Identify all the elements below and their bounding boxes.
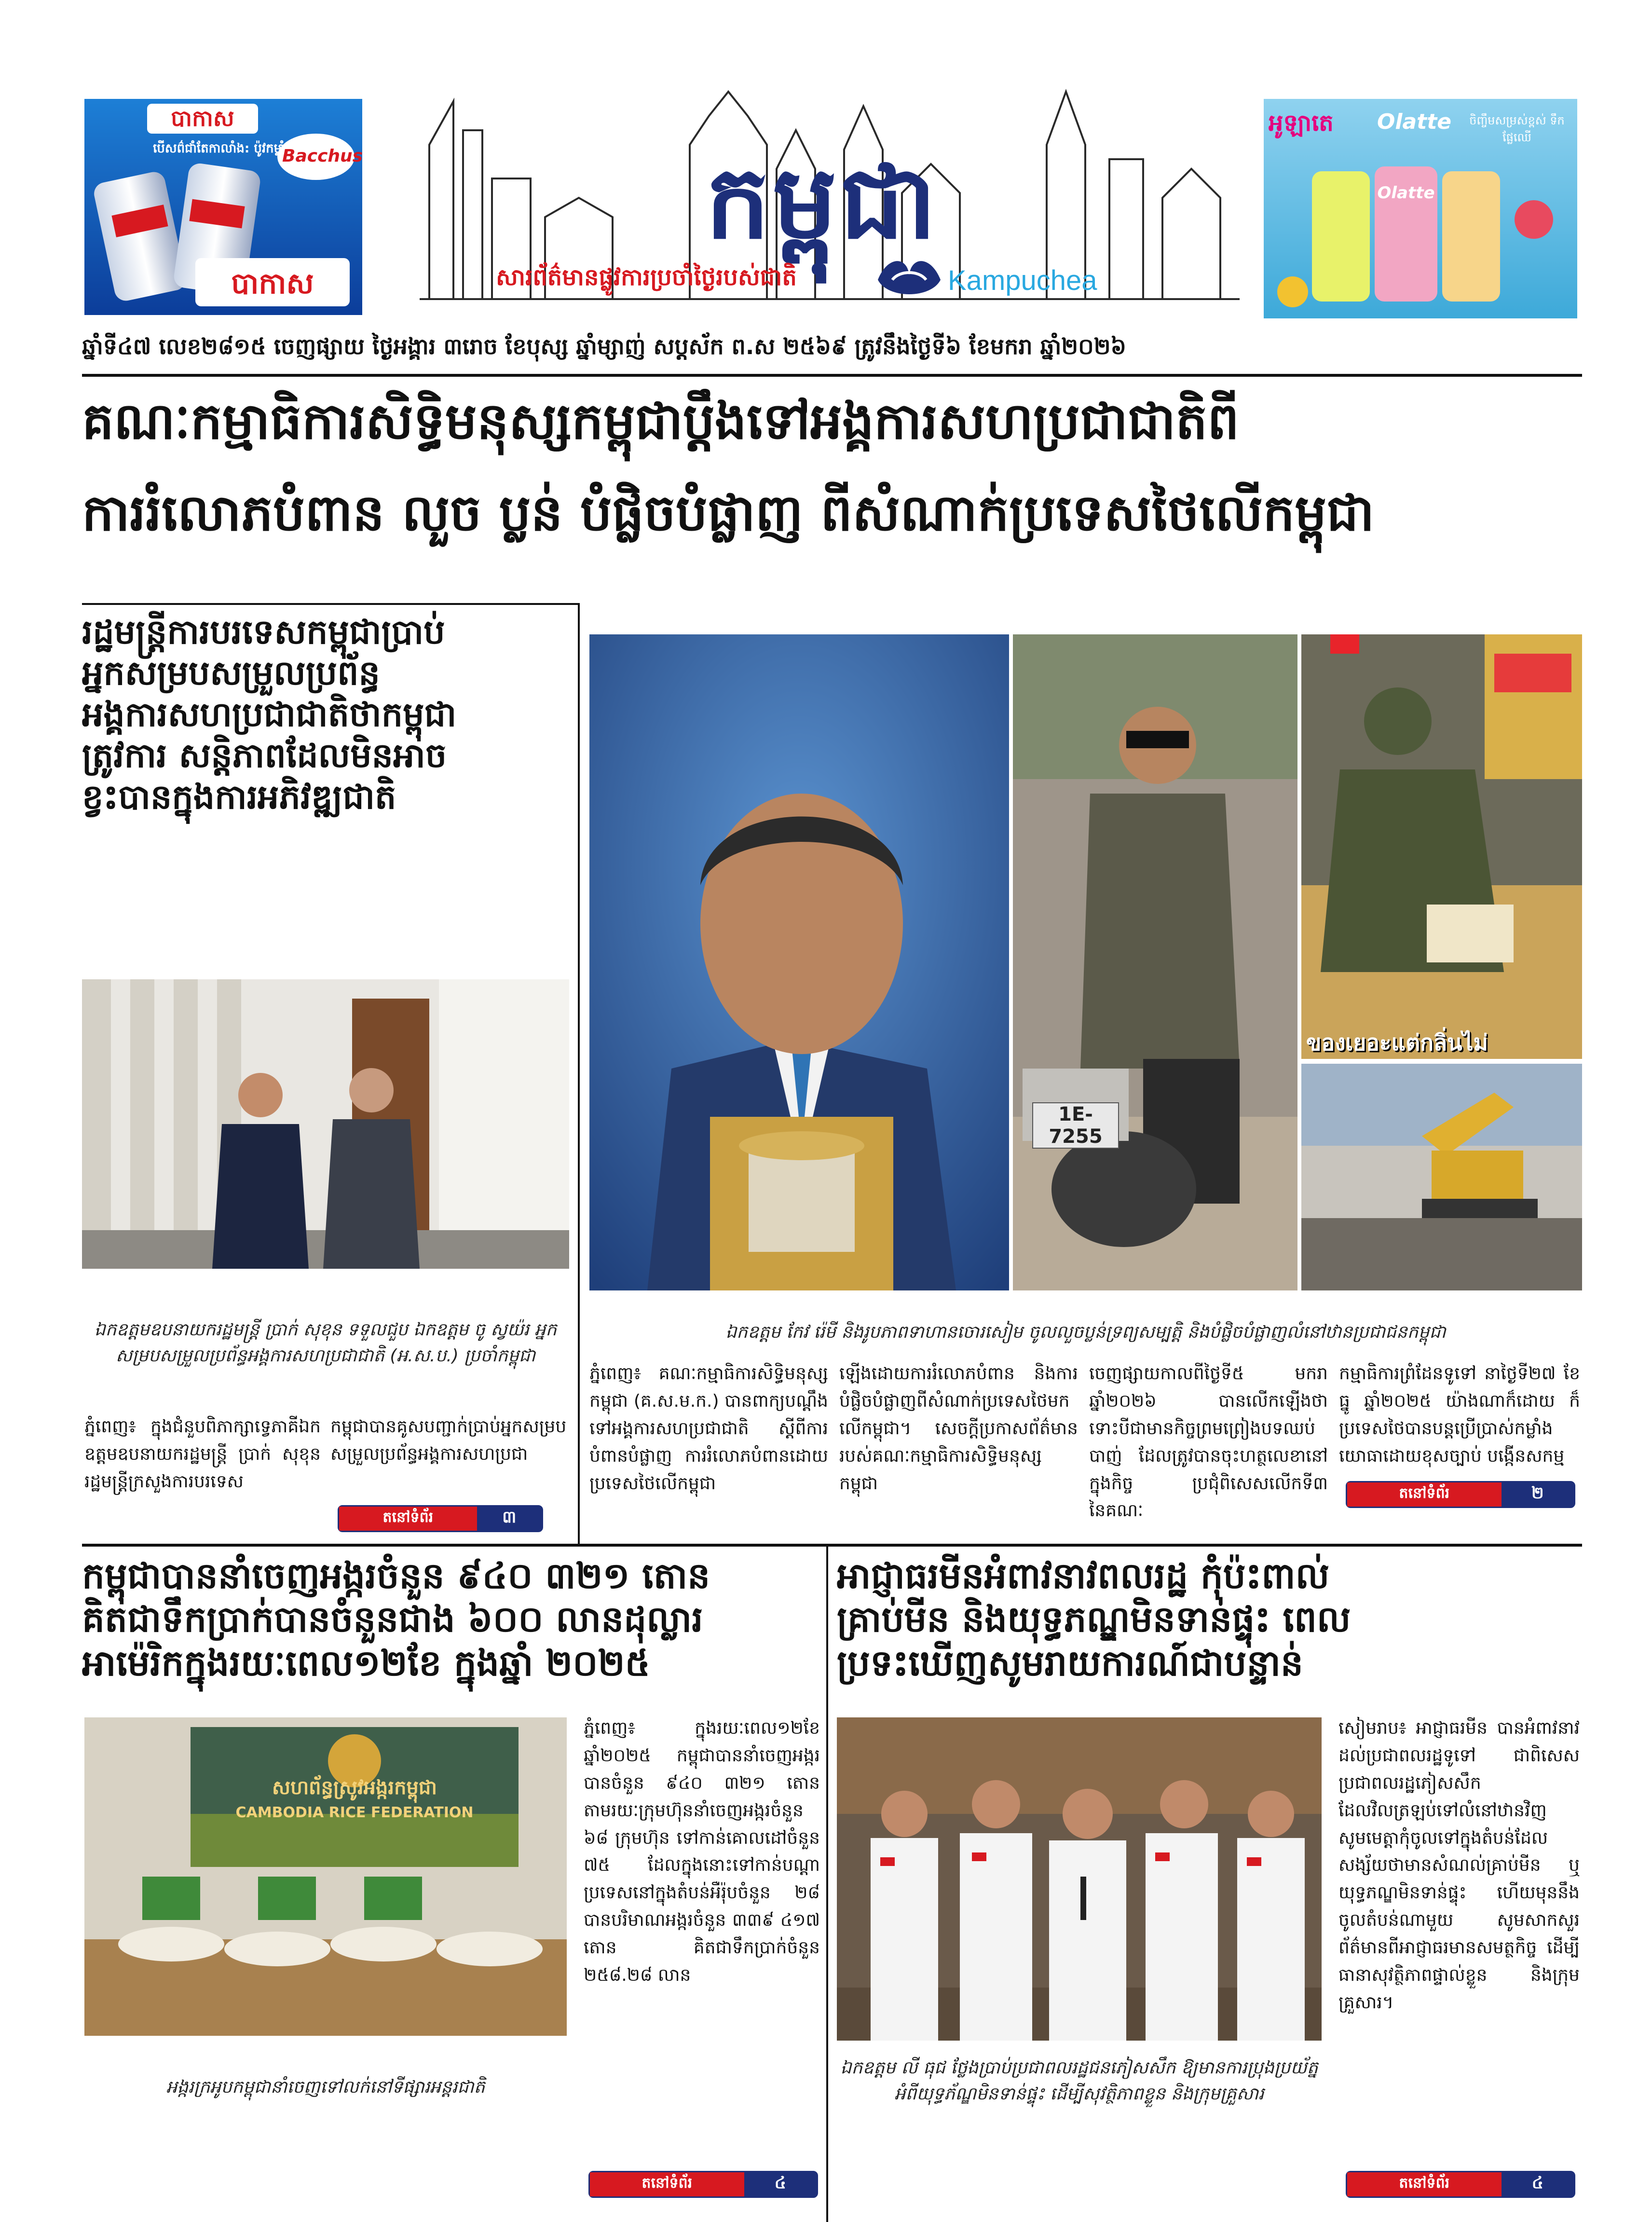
lead-photo-plate: 1E-7255: [1032, 1102, 1119, 1149]
ad-left-bacchus[interactable]: [84, 99, 362, 315]
masthead: [0, 0, 1652, 338]
mines-headline-line-3: ប្រទះឃើញសូមរាយការណ៍ជាបន្ទាន់: [837, 1642, 1303, 1684]
issue-rule: [82, 374, 1582, 377]
fm-headline-line-2: អ្នកសម្របសម្រួលប្រព័ន្ធ: [82, 653, 380, 693]
lead-headline-line-2: ការរំលោភបំពាន លួច ប្លន់ បំផ្លិចបំផ្លាញ ពីសំណាក់ប្រទេសថៃលើកម្ពុជា: [82, 483, 1375, 542]
rice-photo-banner: សហព័ន្ធស្រូវអង្ករកម្ពុជា: [272, 1777, 437, 1799]
lead-photo-soldier-bike: [1013, 634, 1297, 1290]
mines-headline-line-1: អាជ្ញាធរមីនអំពាវនាវពលរដ្ឋ កុំប៉ះពាល់: [837, 1555, 1330, 1597]
rice-photo-banner-en: CAMBODIA RICE FEDERATION: [235, 1804, 474, 1821]
masthead-logo-icon: [873, 251, 945, 304]
ad-right-olatte[interactable]: [1264, 99, 1577, 318]
lead-divider-vertical: [578, 603, 580, 1544]
rice-continued-link[interactable]: [588, 2171, 818, 2198]
ad-left-brand: Bacchus: [282, 146, 363, 166]
lead-photo-soldier-bike-art: [1013, 634, 1297, 1290]
ad-right-note: ចិញ្ចឹមសម្រស់ខ្ពស់ ទឹកផ្លែឈើ: [1469, 114, 1565, 144]
fm-body-col-1: ភ្នំពេញ៖ ក្នុងជំនួបពិភាក្សាទ្វេភាគីឯកឧត្តមឧបនាយករដ្ឋមន្ត្រី ប្រាក់ សុខុន រដ្ឋមន្ត្រីក្រសួងការបរទេស: [84, 1417, 321, 1492]
lead-photo-official-art: [589, 634, 1009, 1290]
fm-caption: ឯកឧត្តមឧបនាយករដ្ឋមន្ត្រី ប្រាក់ សុខុន ទទួលជួប ឯកឧត្តម ចូ ស្វយ៉រ អ្នកសម្របសម្រួលប្រព័ន្ធអង្គការសហប្រជាជាតិ (អ.ស.ប.) ប្រចាំកម្ពុជា: [94, 1320, 557, 1366]
fm-continued-link[interactable]: [338, 1505, 543, 1532]
rice-caption: អង្ករក្រអូបកម្ពុជានាំចេញទៅលក់នៅទីផ្សារអន្តរជាតិ: [166, 2077, 485, 2097]
rice-headline-line-2: គិតជាទឹកប្រាក់បានចំនួនជាង ៦០០ លានដុល្លារ: [82, 1599, 703, 1641]
rice-headline-line-1: កម្ពុជាបាននាំចេញអង្ករចំនួន ៩៤០ ៣២១ តោន: [82, 1555, 710, 1597]
lead-body-col-2: ឡើងដោយការរំលោភបំពាន និងការបំផ្លិចបំផ្លាញពីសំណាក់ប្រទេសថៃមកលើកម្ពុជា។ សេចក្តីប្រកាសព័ត៌មានរបស់គណៈកម្មាធិការសិទ្ធិមនុស្សកម្ពុជា: [839, 1364, 1078, 1494]
lead-body-col-4: កម្មាធិការព្រំដែនទូទៅ នាថ្ងៃទី២៧ ខែធ្នូ ឆ្នាំ២០២៥ យ៉ាងណាក៏ដោយ ក៏ប្រទេសថៃបានបន្តប្រើប្រាស់កម្លាំងយោធាដោយខុសច្បាប់ បង្កើនសកម្ម: [1339, 1364, 1580, 1466]
lead-continued-link[interactable]: [1346, 1481, 1575, 1508]
lead-photo-overlay-text: ของเยอะแต่กลิ่นไม่: [1306, 1029, 1488, 1056]
ad-right-title: អូឡាតេ: [1269, 110, 1334, 137]
kampuchea-emblem-icon: [873, 251, 945, 304]
fm-continued-label: តនៅទំព័រ: [339, 1507, 477, 1531]
mines-photo: [837, 1717, 1322, 2041]
fm-body-col-2: កម្ពុជាបានគូសបញ្ជាក់ប្រាប់អ្នកសម្របសម្រួលប្រព័ន្ធអង្គការសហប្រជា: [330, 1417, 567, 1464]
rice-headline: [82, 1554, 820, 1685]
rice-headline-line-3: អាម៉េរិកក្នុងរយៈពេល១២ខែ ក្នុងឆ្នាំ ២០២៥: [82, 1642, 650, 1684]
bottom-divider-vertical: [826, 1547, 828, 2222]
fm-headline-line-1: រដ្ឋមន្ត្រីការបរទេសកម្ពុជាប្រាប់: [82, 612, 445, 652]
fm-photo: [82, 979, 569, 1269]
mines-headline-line-2: គ្រាប់មីន និងយុទ្ធភណ្ឌមិនទាន់ផ្ទុះ ពេល: [837, 1599, 1351, 1641]
lead-body-col-3: ចេញផ្សាយកាលពីថ្ងៃទី៥ មករា ឆ្នាំ២០២៦ បានលើកឡើងថា ទោះបីជាមានកិច្ចព្រមព្រៀងបទឈប់បាញ់ ដែលត្រូវបានចុះហត្ថលេខានៅក្នុងកិច្ច ប្រជុំពិសេសលើកទី៣ នៃគណៈ: [1089, 1364, 1328, 1521]
ad-right-bottle-brand: Olatte: [1377, 183, 1435, 203]
fm-headline: [82, 612, 569, 818]
ad-left-headline: បាកាស: [171, 105, 234, 131]
masthead-latin: Kampuchea: [948, 265, 1097, 296]
ad-right-brand: Olatte: [1377, 110, 1452, 134]
rice-body: ភ្នំពេញ៖ ក្នុងរយៈពេល១២ខែ ឆ្នាំ២០២៥ កម្ពុជាបាននាំចេញអង្ករបានចំនួន ៩៤០ ៣២១ តោន តាមរយៈក្រុមហ៊ុននាំចេញអង្ករចំនួន ៦៨ ក្រុមហ៊ុន ទៅកាន់គោលដៅចំនួន ៧៥ ដែលក្នុងនោះទៅកាន់បណ្តាប្រទេសនៅក្នុងតំបន់អឺរ៉ុបចំនួន ២៨ បានបរិមាណអង្ករចំនួន ៣៣៩ ៤១៧ តោន គិតជាទឹកប្រាក់ចំនួន ២៥៨.២៨ លាន: [584, 1718, 820, 1985]
rice-photo: [84, 1717, 567, 2036]
mines-body: សៀមរាប៖ អាជ្ញាធរមីន បានអំពាវនាវដល់ប្រជាពលរដ្ឋទូទៅ ជាពិសេសប្រជាពលរដ្ឋភៀសសឹក ដែលវិលត្រឡប់ទៅលំនៅឋានវិញ សូមមេត្តាកុំចូលទៅក្នុងតំបន់ដែលសង្ស័យថាមានសំណល់គ្រាប់មីន ឬយុទ្ធភណ្ឌមិនទាន់ផ្ទុះ ហើយមុននឹងចូលតំបន់ណាមួយ សូមសាកសួរព័ត៌មានពីអាជ្ញាធរមានសមត្ថកិច្ច ដើម្បីធានាសុវត្ថិភាពផ្ទាល់ខ្លួន និងក្រុមគ្រួសារ។: [1338, 1718, 1580, 2013]
mines-continued-link[interactable]: [1346, 2171, 1575, 2198]
section-divider: [82, 1544, 1582, 1547]
issue-line: ឆ្នាំទី៤៧ លេខ២៨១៥ ចេញផ្សាយ ថ្ងៃអង្គារ ៣រោច ខែបុស្ស ឆ្នាំម្សាញ់ សប្តស័ក ព.ស ២៥៦៩ ត្រូវនឹងថ្ងៃទី៦ ខែមករា ឆ្នាំ២០២៦: [82, 333, 1127, 359]
mines-continued-label: តនៅទំព័រ: [1347, 2172, 1502, 2196]
rice-photo-art: [84, 1717, 567, 2036]
rice-continued-label: តនៅទំព័រ: [590, 2172, 744, 2196]
lead-photo-official: [589, 634, 1009, 1290]
fm-photo-art: [82, 979, 569, 1269]
mines-headline: [837, 1554, 1582, 1685]
fm-continued-page: ៣: [477, 1507, 542, 1531]
masthead-title: កម្ពុជា: [705, 143, 940, 261]
mines-continued-page: ៤: [1502, 2172, 1574, 2196]
ad-left-footer: បាកាស: [231, 267, 314, 301]
lead-caption: ឯកឧត្តម កែវ រ៉េមី និងរូបភាពទាហានចោរសៀម ចូលលួចប្លន់ទ្រព្យសម្បត្តិ និងបំផ្លិចបំផ្លាញលំនៅឋានប្រជាជនកម្ពុជា: [725, 1322, 1446, 1342]
mines-caption: ឯកឧត្តម លី ធុជ ថ្លែងប្រាប់ប្រជាពលរដ្ឋជនភៀសសឹក ឱ្យមានការប្រុងប្រយ័ត្ន អំពីយុទ្ធភ័ណ្ឌមិនទាន់ផ្ទុះ ដើម្បីសុវត្ថិភាពខ្លួន និងក្រុមគ្រួសារ: [840, 2058, 1318, 2104]
rice-continued-page: ៤: [744, 2172, 817, 2196]
fm-headline-line-3: អង្គការសហប្រជាជាតិថាកម្ពុជា: [82, 694, 457, 734]
mines-photo-art: [837, 1717, 1322, 2041]
lead-photo-excavator: [1301, 1064, 1582, 1290]
fm-rule-top: [82, 603, 579, 605]
masthead-tagline: សារព័ត៌មានផ្លូវការប្រចាំថ្ងៃរបស់ជាតិ: [496, 264, 797, 291]
lead-continued-label: តនៅទំព័រ: [1347, 1482, 1502, 1507]
fm-headline-line-5: ខ្វះបានក្នុងការអភិវឌ្ឍជាតិ: [82, 777, 396, 817]
lead-headline-line-1: គណៈកម្មាធិការសិទ្ធិមនុស្សកម្ពុជាប្ដឹងទៅអង្គការសហប្រជាជាតិពី: [82, 392, 1240, 451]
lead-photo-excavator-art: [1301, 1064, 1582, 1290]
lead-photo-soldier-boxes: [1301, 634, 1582, 1059]
fm-headline-line-4: ត្រូវការ សន្តិភាពដែលមិនអាច: [82, 736, 447, 776]
lead-continued-page: ២: [1502, 1482, 1574, 1507]
ad-left-subline: បើសព៌ជាំតែកាលាំង: ប៉ូវកម្លាំង: [153, 141, 294, 156]
lead-body-col-1: ភ្នំពេញ៖ គណៈកម្មាធិការសិទ្ធិមនុស្សកម្ពុជា (គ.ស.ម.ក.) បានពាក្យបណ្ដឹងទៅអង្គការសហប្រជាជាតិ ស្ដីពីការបំពានបំផ្លាញ ការរំលោភបំពានដោយប្រទេសថៃលើកម្ពុជា: [589, 1364, 828, 1494]
lead-photo-soldier-boxes-art: [1301, 634, 1582, 1059]
